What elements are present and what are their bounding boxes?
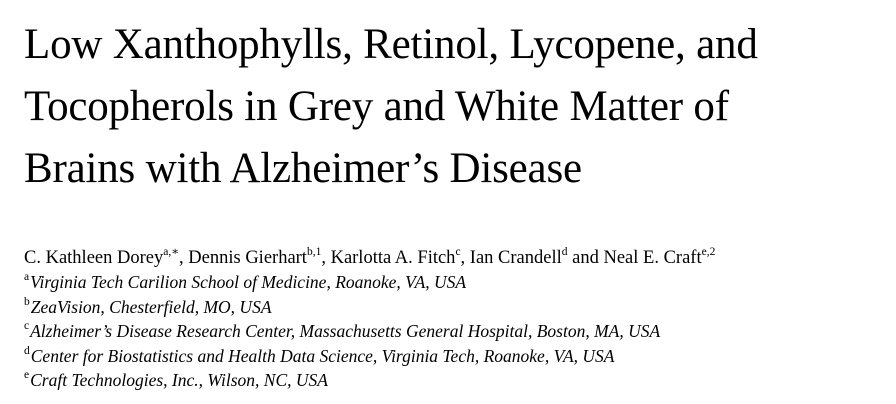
author-name: Karlotta A. Fitch [330,248,456,268]
paper-header [24,14,890,393]
affiliation-mark: d [24,344,30,357]
author-separator: and [567,248,604,268]
author-separator: , [179,248,189,268]
title-line: Low Xanthophylls, Retinol, Lycopene, and [24,21,758,68]
affiliation-mark: a [24,271,30,284]
affiliation-text: Virginia Tech Carilion School of Medicine, Roanoke, VA, USA [30,272,467,292]
paper-title [24,14,890,200]
affiliation-list [24,270,890,393]
author-separator: , [321,248,331,268]
affiliation-mark: e [24,369,30,382]
affiliation-mark: b [24,295,30,308]
author-affiliation-mark: a,∗ [163,245,180,258]
affiliation [24,270,890,295]
affiliation [24,368,890,393]
author-name: C. Kathleen Dorey [24,248,164,268]
title-line: Tocopherols in Grey and White Matter of [24,83,729,130]
author-affiliation-mark: c [455,245,461,258]
author-separator: , [460,248,470,268]
author-affiliation-mark: e,2 [701,245,716,258]
affiliation [24,344,890,369]
author-affiliation-mark: d [561,245,568,258]
author-name: Dennis Gierhart [188,248,307,268]
affiliation [24,295,890,320]
author-name: Neal E. Craft [603,248,702,268]
affiliation-text: Alzheimer’s Disease Research Center, Massachusetts General Hospital, Boston, MA, USA [30,321,661,341]
title-line: Brains with Alzheimer’s Disease [24,145,582,192]
affiliation-mark: c [24,320,30,333]
affiliation-text: ZeaVision, Chesterfield, MO, USA [30,296,272,317]
author-affiliation-mark: b,1 [306,245,322,258]
affiliation-text: Craft Technologies, Inc., Wilson, NC, USA [30,370,328,390]
affiliation [24,319,890,344]
author-name: Ian Crandell [469,248,562,268]
affiliation-text: Center for Biostatistics and Health Data Science, Virginia Tech, Roanoke, VA, USA [30,345,615,366]
author-list [24,246,890,270]
